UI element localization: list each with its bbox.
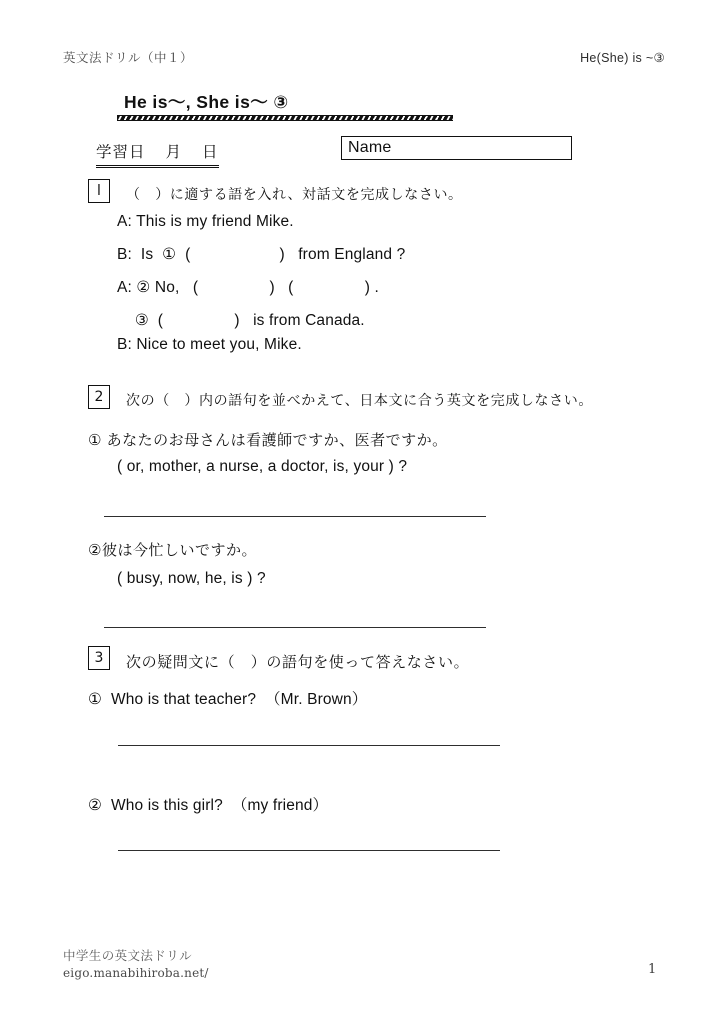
exercise-1-line-5: B: Nice to meet you, Mike. [117,336,302,353]
exercise-1-number: l [88,179,110,203]
title-underline-decoration [117,115,453,121]
exercise-1-line-4: ③ ( ) is from Canada. [117,312,365,329]
exercise-3-item-2-answer-line[interactable] [118,850,500,851]
study-date-month: 月 [165,144,183,161]
footer-url: eigo.manabihiroba.net/ [63,966,209,980]
exercise-2-item-2-words: ( busy, now, he, is ) ? [117,570,266,587]
exercise-1-line-2: B: Is ① ( ) from England ? [117,246,406,263]
exercise-3-prompt: 次の疑問文に（ ）の語句を使って答えなさい。 [126,654,470,671]
exercise-3-number: 3 [88,646,110,670]
name-label: Name [348,139,392,156]
exercise-1-line-1: A: This is my friend Mike. [117,213,294,230]
page-title: He is〜, She is〜 ③ [124,92,289,112]
running-header-left: 英文法ドリル（中１） [63,50,194,65]
exercise-2-item-1-words: ( or, mother, a nurse, a doctor, is, your ) ? [117,458,408,475]
exercise-2-item-1-japanese: ① あなたのお母さんは看護師ですか、医者ですか。 [88,432,448,449]
exercise-2-item-2-japanese: ②彼は今忙しいですか。 [88,542,257,559]
exercise-3-item-1-question: ① Who is that teacher? （Mr. Brown） [88,691,368,708]
exercise-3-item-1-answer-line[interactable] [118,745,500,746]
study-date-label: 学習日 [96,144,146,161]
exercise-1-prompt: （ ）に適する語を入れ、対話文を完成しなさい。 [126,186,463,202]
name-input-box[interactable] [341,136,572,160]
exercise-3-item-2-question: ② Who is this girl? （my friend） [88,797,329,814]
exercise-2-item-2-answer-line[interactable] [104,627,486,628]
running-header-right: He(She) is ~③ [580,51,665,65]
page-number: 1 [648,962,657,977]
exercise-2-prompt: 次の（ ）内の語句を並べかえて、日本文に合う英文を完成しなさい。 [126,392,593,408]
exercise-1-line-3: A: ② No, ( ) ( ) . [117,279,379,296]
exercise-2-item-1-answer-line[interactable] [104,516,486,517]
study-date-field [96,140,219,168]
exercise-2-number: 2 [88,385,110,409]
footer-site-name: 中学生の英文法ドリル [63,948,193,963]
study-date-day: 日 [202,144,219,161]
